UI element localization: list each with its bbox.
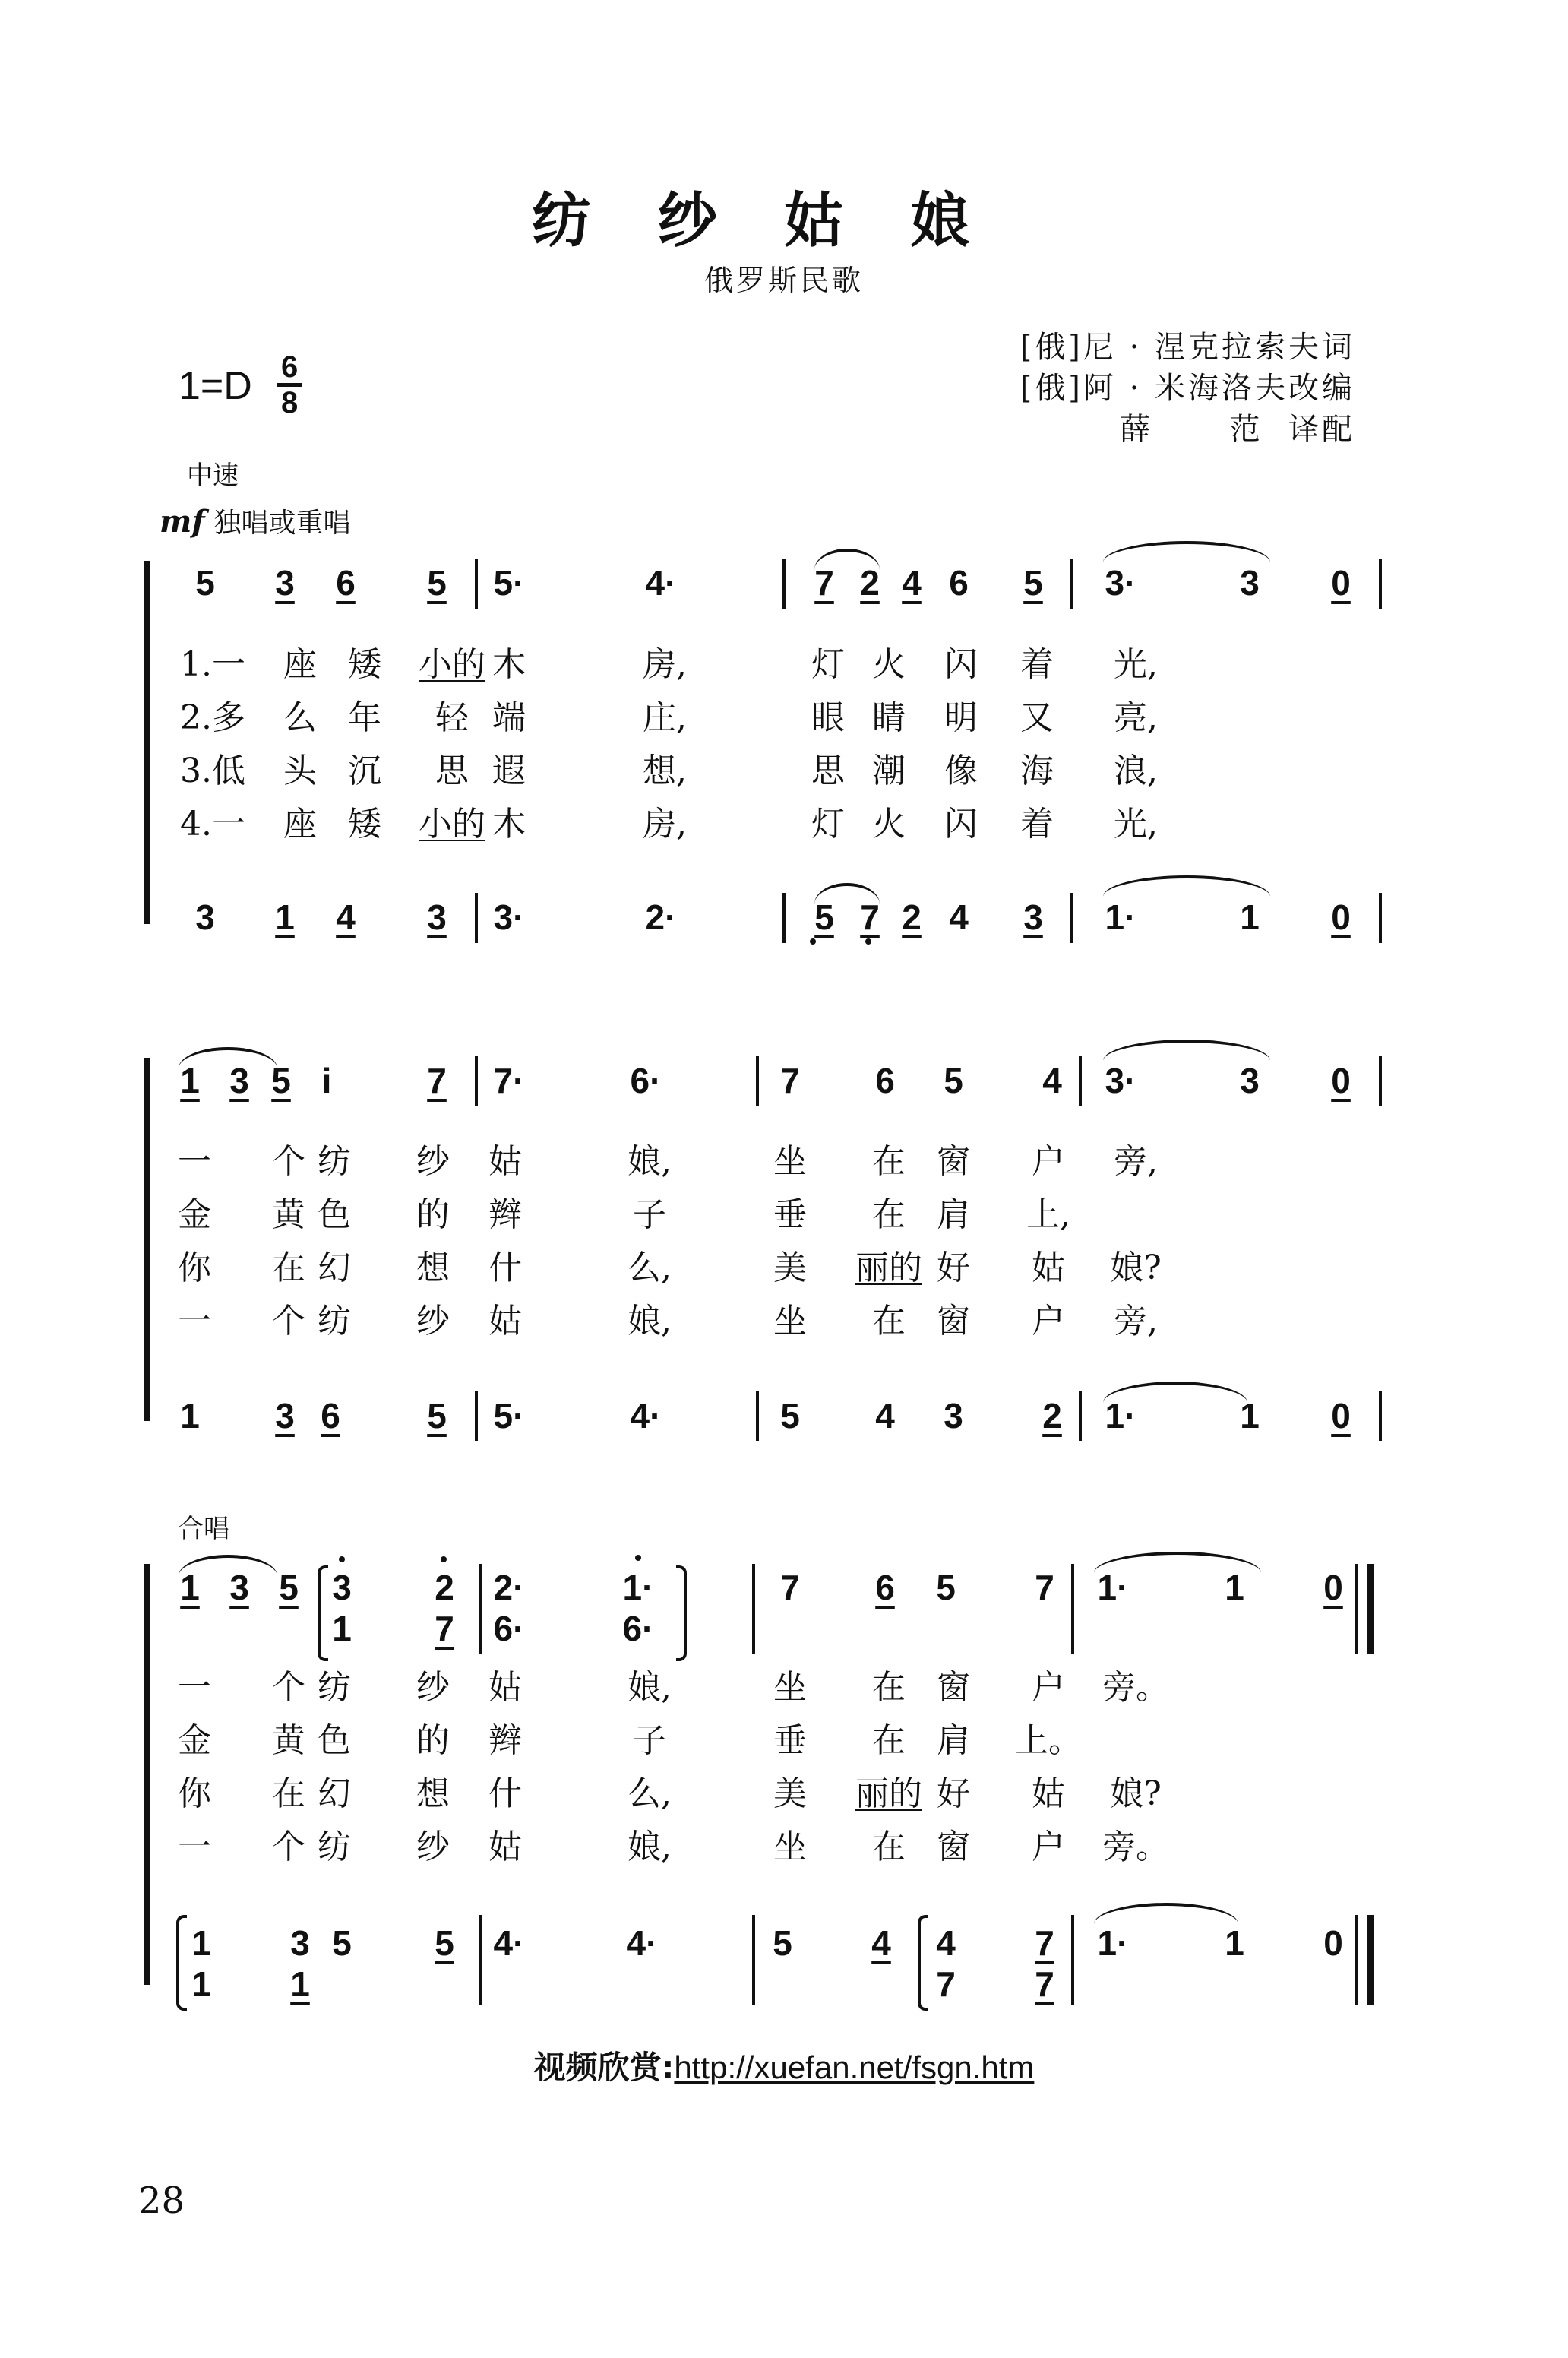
harmony-note: 5 (814, 897, 834, 937)
melody-note: 7 (780, 1568, 800, 1607)
verse-lyric: 窗 (937, 1668, 970, 1707)
octave-dot (339, 1556, 345, 1562)
key-signature: 1=D (179, 364, 252, 408)
melody-note: 1· (1097, 1568, 1129, 1607)
verse-lyric: 子 (633, 1721, 666, 1760)
verse-lyric: 着 (1020, 805, 1054, 843)
harmony-note: 3· (493, 897, 525, 937)
melody-note: 1 (180, 1568, 200, 1607)
verse-lyric: 的 (416, 1721, 450, 1760)
verse-lyric: 辫 (488, 1721, 522, 1760)
verse-lyric: 矮 (348, 805, 381, 843)
tie-slur (1103, 875, 1270, 897)
verse-lyric: 个 (272, 1668, 305, 1707)
harmony-note-lower-voice: 1 (191, 1964, 211, 2004)
verse-lyric: 一 (178, 1828, 211, 1866)
verse-lyric: 金 (178, 1721, 211, 1760)
verse-lyric: 坐 (773, 1668, 807, 1707)
harmony-note: 4· (493, 1923, 525, 1963)
verse-lyric: 一 (178, 1302, 211, 1340)
harmony-note: 4 (871, 1923, 891, 1963)
verse-lyric: 上。 (1015, 1721, 1082, 1760)
melody-note: 7 (1035, 1568, 1054, 1607)
verse-lyric: 辫 (488, 1195, 522, 1234)
harmony-note: 1· (1097, 1923, 1129, 1963)
barline (475, 559, 478, 609)
harmony-note: 0 (1331, 897, 1351, 937)
verse-lyric: 什 (488, 1249, 522, 1287)
barline (1079, 1391, 1082, 1441)
verse-lyric: 么, (628, 1774, 672, 1813)
verse-lyric: 在 (872, 1721, 906, 1760)
tie-slur (1094, 1903, 1238, 1924)
melody-note: 3 (332, 1568, 352, 1607)
verse-lyric: 矮 (348, 645, 381, 684)
verse-lyric: 户 (1032, 1142, 1065, 1181)
melody-note: 4· (645, 563, 677, 603)
voice-brace (318, 1565, 328, 1661)
verse-lyric: 一 (178, 1142, 211, 1181)
verse-lyric: 旁, (1114, 1142, 1158, 1181)
verse-lyric: 在 (872, 1828, 906, 1866)
harmony-note: 4 (875, 1396, 895, 1435)
verse-lyric: 座 (283, 645, 317, 684)
melody-note: 3 (1240, 563, 1260, 603)
verse-lyric: 庄, (643, 698, 687, 737)
verse-lyric: 窗 (937, 1142, 970, 1181)
verse-lyric: 3.低 (180, 752, 245, 790)
harmony-note: 4· (626, 1923, 658, 1963)
verse-lyric: 光, (1114, 805, 1158, 843)
final-barline (1355, 1564, 1358, 1654)
song-subtitle: 俄罗斯民歌 (703, 264, 864, 297)
harmony-note: 1 (1240, 1396, 1260, 1435)
melody-note: 2· (493, 1568, 525, 1607)
verse-lyric: 纱 (416, 1828, 450, 1866)
melody-note: 6 (875, 1568, 895, 1607)
barline (782, 893, 786, 943)
harmony-note-lower-voice: 1 (290, 1964, 310, 2004)
credits (1020, 327, 1355, 450)
verse-lyric: 纺 (318, 1302, 351, 1340)
verse-lyric: 一 (178, 1668, 211, 1707)
harmony-note: 1· (1105, 1396, 1136, 1435)
verse-lyric: 上, (1026, 1195, 1070, 1234)
verse-lyric: 纺 (318, 1668, 351, 1707)
barline (1079, 1056, 1082, 1106)
melody-note: 0 (1331, 563, 1351, 603)
verse-lyric: 户 (1032, 1302, 1065, 1340)
verse-lyric: 闪 (944, 805, 978, 843)
verse-lyric: 娘? (1110, 1774, 1162, 1813)
verse-lyric: 肩 (937, 1195, 970, 1234)
song-title: 纺纱姑娘 (531, 186, 1036, 255)
verse-lyric: 垂 (773, 1721, 807, 1760)
verse-lyric: 纱 (416, 1302, 450, 1340)
barline (1379, 1391, 1382, 1441)
tie-slur (1103, 541, 1270, 562)
final-barline (1367, 1915, 1374, 2005)
dynamic-mf: mf (160, 504, 205, 540)
verse-lyric: 娘, (628, 1828, 672, 1866)
verse-lyric: 色 (318, 1195, 351, 1234)
harmony-note: 4 (336, 897, 356, 937)
harmony-note: 5 (332, 1923, 352, 1963)
verse-lyric: 娘? (1110, 1249, 1162, 1287)
melody-note: 5 (944, 1061, 963, 1100)
harmony-note: 0 (1323, 1923, 1343, 1963)
verse-lyric: 旁, (1114, 1302, 1158, 1340)
verse-lyric: 在 (872, 1302, 906, 1340)
verse-lyric: 个 (272, 1302, 305, 1340)
verse-lyric: 端 (492, 698, 526, 737)
harmony-note: 3 (427, 897, 447, 937)
barline (1070, 893, 1073, 943)
system-bracket (144, 1564, 156, 1985)
verse-lyric: 小的 (419, 645, 485, 684)
verse-lyric: 姑 (488, 1302, 522, 1340)
verse-lyric: 么 (283, 698, 317, 737)
harmony-note: 1 (1240, 897, 1260, 937)
verse-lyric: 1.一 (180, 645, 245, 684)
verse-lyric: 明 (944, 698, 978, 737)
harmony-note: 3 (195, 897, 215, 937)
verse-lyric: 娘, (628, 1142, 672, 1181)
verse-lyric: 木 (492, 805, 526, 843)
barline (1379, 1056, 1382, 1106)
melody-note: 7 (427, 1061, 447, 1100)
melody-note: i (321, 1061, 332, 1100)
verse-lyric: 灯 (811, 805, 845, 843)
barline (475, 1391, 478, 1441)
barline (1070, 559, 1073, 609)
verse-lyric: 坐 (773, 1302, 807, 1340)
verse-lyric: 眼 (811, 698, 845, 737)
melody-note: 7 (780, 1061, 800, 1100)
melody-note: 0 (1323, 1568, 1343, 1607)
melody-note: 6· (630, 1061, 662, 1100)
verse-lyric: 么, (628, 1249, 672, 1287)
verse-lyric: 灯 (811, 645, 845, 684)
harmony-note: 2· (645, 897, 677, 937)
harmony-note: 1 (180, 1396, 200, 1435)
verse-lyric: 坐 (773, 1142, 807, 1181)
verse-lyric: 子 (633, 1195, 666, 1234)
performance-note: 独唱或重唱 (213, 508, 351, 539)
verse-lyric: 年 (348, 698, 381, 737)
verse-lyric: 户 (1032, 1828, 1065, 1866)
verse-lyric: 想, (643, 752, 687, 790)
verse-lyric: 的 (416, 1195, 450, 1234)
verse-lyric: 在 (272, 1774, 305, 1813)
page-number: 28 (138, 2179, 185, 2222)
tie-slur (1103, 1382, 1247, 1403)
verse-lyric: 黄 (272, 1195, 305, 1234)
melody-note: 1 (180, 1061, 200, 1100)
harmony-note: 5 (773, 1923, 792, 1963)
harmony-note: 5· (493, 1396, 525, 1435)
voice-brace (918, 1915, 928, 2011)
verse-lyric: 旁。 (1102, 1828, 1169, 1866)
verse-lyric: 丽的 (855, 1774, 922, 1813)
melody-note-lower-voice: 1 (332, 1609, 352, 1648)
melody-note: 3 (275, 563, 295, 603)
verse-lyric: 着 (1020, 645, 1054, 684)
verse-lyric: 在 (272, 1249, 305, 1287)
melody-note: 6 (336, 563, 356, 603)
choir-label: 合唱 (178, 1514, 229, 1544)
verse-lyric: 娘, (628, 1668, 672, 1707)
barline (479, 1564, 482, 1654)
verse-lyric: 旁。 (1102, 1668, 1169, 1707)
verse-lyric: 娘, (628, 1302, 672, 1340)
verse-lyric: 个 (272, 1828, 305, 1866)
barline (752, 1915, 755, 2005)
melody-note-lower-voice: 6· (493, 1609, 525, 1648)
verse-lyric: 黄 (272, 1721, 305, 1760)
tie-slur (179, 1555, 277, 1576)
barline (1379, 893, 1382, 943)
barline (1379, 559, 1382, 609)
barline (756, 1056, 759, 1106)
verse-lyric: 亮, (1114, 698, 1158, 737)
credit-arranger: [俄]阿 · 米海洛夫改编 (1020, 371, 1355, 406)
barline (475, 893, 478, 943)
footer-label: 视频欣赏: (533, 2049, 675, 2086)
melody-note: 3 (229, 1568, 249, 1607)
tempo-marking: 中速 (187, 461, 239, 491)
tie-slur (1103, 1040, 1270, 1061)
verse-lyric: 想 (416, 1249, 450, 1287)
verse-lyric: 个 (272, 1142, 305, 1181)
verse-lyric: 座 (283, 805, 317, 843)
verse-lyric: 遐 (492, 752, 526, 790)
melody-note-lower-voice: 7 (435, 1609, 454, 1648)
tie-slur (179, 1047, 277, 1068)
verse-lyric: 肩 (937, 1721, 970, 1760)
harmony-note: 2 (1042, 1396, 1062, 1435)
harmony-note: 3 (944, 1396, 963, 1435)
verse-lyric: 木 (492, 645, 526, 684)
harmony-note-lower-voice: 7 (936, 1964, 956, 2004)
verse-lyric: 在 (872, 1142, 906, 1181)
octave-dot (635, 1555, 641, 1561)
verse-lyric: 纺 (318, 1828, 351, 1866)
verse-lyric: 姑 (1032, 1774, 1065, 1813)
verse-lyric: 户 (1032, 1668, 1065, 1707)
tie-slur (814, 883, 880, 904)
melody-note: 5 (279, 1568, 299, 1607)
barline (1071, 1564, 1074, 1654)
melody-note: 5 (195, 563, 215, 603)
verse-lyric: 纱 (416, 1142, 450, 1181)
harmony-note: 7 (1035, 1923, 1054, 1963)
verse-lyric: 思 (811, 752, 845, 790)
octave-dot (865, 938, 871, 945)
time-signature (277, 351, 302, 419)
harmony-note: 1 (191, 1923, 211, 1963)
verse-lyric: 2.多 (180, 698, 245, 737)
verse-lyric: 窗 (937, 1302, 970, 1340)
verse-lyric: 幻 (318, 1774, 351, 1813)
melody-note: 6 (949, 563, 969, 603)
harmony-note: 3 (1023, 897, 1043, 937)
melody-note-lower-voice: 6· (622, 1609, 654, 1648)
verse-lyric: 坐 (773, 1828, 807, 1866)
melody-note: 5 (427, 563, 447, 603)
verse-lyric: 想 (416, 1774, 450, 1813)
verse-lyric: 色 (318, 1721, 351, 1760)
verse-lyric: 像 (944, 752, 978, 790)
octave-dot (810, 938, 816, 945)
verse-lyric: 火 (872, 645, 906, 684)
final-barline (1355, 1915, 1358, 2005)
verse-lyric: 在 (872, 1195, 906, 1234)
verse-lyric: 闪 (944, 645, 978, 684)
verse-lyric: 在 (872, 1668, 906, 1707)
verse-lyric: 美 (773, 1774, 807, 1813)
verse-lyric: 纺 (318, 1142, 351, 1181)
barline (475, 1056, 478, 1106)
melody-note: 3· (1105, 1061, 1136, 1100)
melody-note: 1· (622, 1568, 654, 1607)
final-barline (1367, 1564, 1374, 1654)
melody-note: 7· (493, 1061, 525, 1100)
melody-note: 4 (902, 563, 922, 603)
verse-lyric: 房, (643, 645, 687, 684)
credit-translator: 薛 范 译配 (1120, 412, 1355, 447)
harmony-note: 4 (949, 897, 969, 937)
time-signature-denominator: 8 (281, 386, 299, 419)
system-bracket (144, 1058, 156, 1421)
harmony-note: 3 (290, 1923, 310, 1963)
harmony-note-lower-voice: 7 (1035, 1964, 1054, 2004)
harmony-note: 5 (780, 1396, 800, 1435)
tie-slur (814, 549, 880, 570)
verse-lyric: 海 (1020, 752, 1054, 790)
verse-lyric: 姑 (488, 1828, 522, 1866)
harmony-note: 3 (275, 1396, 295, 1435)
verse-lyric: 沉 (348, 752, 381, 790)
melody-note: 1 (1225, 1568, 1244, 1607)
verse-lyric: 好 (937, 1774, 970, 1813)
verse-lyric: 4.一 (180, 805, 245, 843)
barline (782, 559, 786, 609)
verse-lyric: 小的 (419, 805, 485, 843)
melody-note: 3 (1240, 1061, 1260, 1100)
melody-note: 6 (875, 1061, 895, 1100)
verse-lyric: 好 (937, 1249, 970, 1287)
verse-lyric: 火 (872, 805, 906, 843)
verse-lyric: 姑 (488, 1142, 522, 1181)
harmony-note: 4 (936, 1923, 956, 1963)
verse-lyric: 幻 (318, 1249, 351, 1287)
verse-lyric: 美 (773, 1249, 807, 1287)
verse-lyric: 什 (488, 1774, 522, 1813)
verse-lyric: 又 (1020, 698, 1054, 737)
melody-note: 4 (1042, 1061, 1062, 1100)
verse-lyric: 金 (178, 1195, 211, 1234)
harmony-note: 1 (1225, 1923, 1244, 1963)
melody-note: 2 (860, 563, 880, 603)
verse-lyric: 窗 (937, 1828, 970, 1866)
harmony-note: 6 (321, 1396, 340, 1435)
verse-lyric: 纱 (416, 1668, 450, 1707)
footer (0, 2043, 1568, 2088)
harmony-note: 5 (435, 1923, 454, 1963)
verse-lyric: 垂 (773, 1195, 807, 1234)
verse-lyric: 姑 (488, 1668, 522, 1707)
verse-lyric: 你 (178, 1774, 211, 1813)
barline (752, 1564, 755, 1654)
melody-note: 5 (271, 1061, 291, 1100)
octave-dot (441, 1556, 447, 1562)
melody-note: 0 (1331, 1061, 1351, 1100)
verse-lyric: 丽的 (855, 1249, 922, 1287)
barline (479, 1915, 482, 2005)
time-signature-numerator: 6 (277, 351, 302, 387)
verse-lyric: 睛 (872, 698, 906, 737)
verse-lyric: 姑 (1032, 1249, 1065, 1287)
melody-note: 2 (435, 1568, 454, 1607)
harmony-note: 0 (1331, 1396, 1351, 1435)
barline (756, 1391, 759, 1441)
harmony-note: 1· (1105, 897, 1136, 937)
dynamic-marking (160, 502, 351, 540)
barline (1071, 1915, 1074, 2005)
harmony-note: 4· (630, 1396, 662, 1435)
melody-note: 3 (229, 1061, 249, 1100)
verse-lyric: 轻 (435, 698, 469, 737)
verse-lyric: 房, (643, 805, 687, 843)
credit-lyricist: [俄]尼 · 涅克拉索夫词 (1020, 330, 1355, 365)
melody-note: 5· (493, 563, 525, 603)
verse-lyric: 浪, (1114, 752, 1158, 790)
melody-note: 5 (936, 1568, 956, 1607)
verse-lyric: 你 (178, 1249, 211, 1287)
verse-lyric: 潮 (872, 752, 906, 790)
system-bracket (144, 561, 156, 924)
verse-lyric: 头 (283, 752, 317, 790)
melody-note: 5 (1023, 563, 1043, 603)
melody-note: 3· (1105, 563, 1136, 603)
voice-brace (176, 1915, 187, 2011)
harmony-note: 7 (860, 897, 880, 937)
voice-brace (676, 1565, 687, 1661)
harmony-note: 2 (902, 897, 922, 937)
melody-note: 7 (814, 563, 834, 603)
harmony-note: 5 (427, 1396, 447, 1435)
tie-slur (1094, 1552, 1261, 1573)
video-link[interactable]: http://xuefan.net/fsgn.htm (674, 2049, 1035, 2085)
harmony-note: 1 (275, 897, 295, 937)
verse-lyric: 思 (435, 752, 469, 790)
verse-lyric: 光, (1114, 645, 1158, 684)
